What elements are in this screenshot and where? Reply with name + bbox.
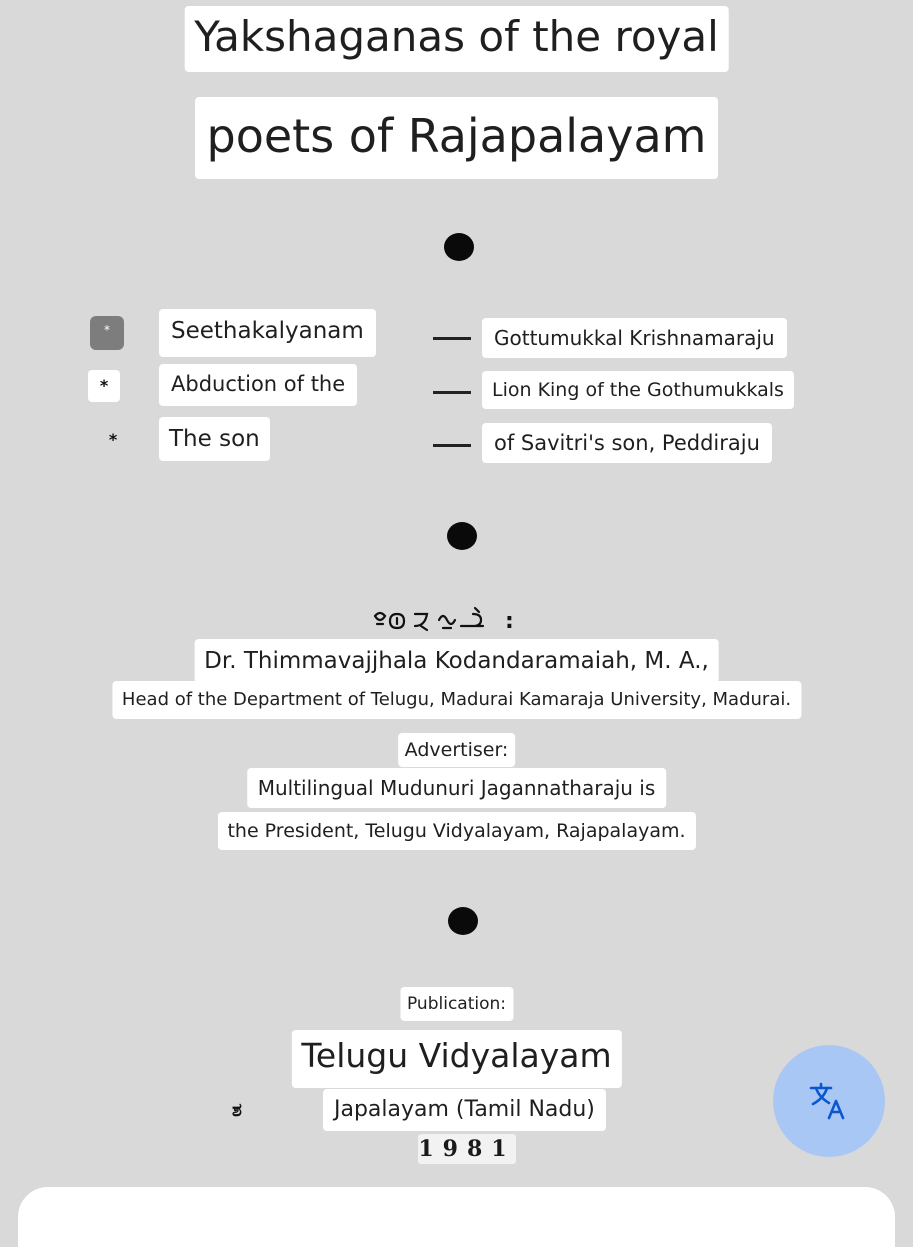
telugu-script-colon: : — [505, 609, 514, 634]
title-line-2: poets of Rajapalayam — [195, 97, 719, 179]
translate-icon — [807, 1079, 851, 1123]
editor-affiliation: Head of the Department of Telugu, Madurai Kamaraja University, Madurai. — [112, 681, 801, 719]
separator-dot-3 — [448, 907, 478, 935]
dash-1 — [433, 337, 471, 340]
bottom-sheet[interactable] — [18, 1187, 895, 1247]
separator-dot-2 — [447, 522, 477, 550]
publisher-place: Japalayam (Tamil Nadu) — [323, 1089, 606, 1131]
separator-dot-1 — [444, 233, 474, 261]
translate-button[interactable] — [773, 1045, 885, 1157]
bullet-2: * — [88, 370, 120, 402]
dash-3 — [433, 444, 471, 447]
work-author-2: Lion King of the Gothumukkals — [482, 371, 794, 409]
publication-year: 1981 — [418, 1136, 516, 1162]
bullet-1: * — [90, 316, 124, 350]
bullet-3: * — [108, 430, 118, 449]
advertiser-line-1: Multilingual Mudunuri Jagannatharaju is — [247, 768, 667, 808]
script-fragment-mark: ಶ — [232, 1100, 242, 1121]
telugu-editor-script-image — [365, 606, 545, 636]
work-title-1: Seethakalyanam — [159, 309, 376, 357]
work-author-1: Gottumukkal Krishnamaraju — [482, 318, 787, 358]
publisher-name: Telugu Vidyalayam — [291, 1030, 621, 1088]
work-title-3: The son — [159, 417, 270, 461]
dash-2 — [433, 391, 471, 394]
title-line-1: Yakshaganas of the royal — [184, 6, 729, 72]
work-author-3: of Savitri's son, Peddiraju — [482, 423, 772, 463]
advertiser-label: Advertiser: — [398, 733, 516, 767]
advertiser-line-2: the President, Telugu Vidyalayam, Rajapalayam. — [217, 812, 695, 850]
work-title-2: Abduction of the — [159, 364, 357, 406]
editor-name: Dr. Thimmavajjhala Kodandaramaiah, M. A., — [194, 639, 719, 683]
publication-label: Publication: — [400, 987, 513, 1021]
